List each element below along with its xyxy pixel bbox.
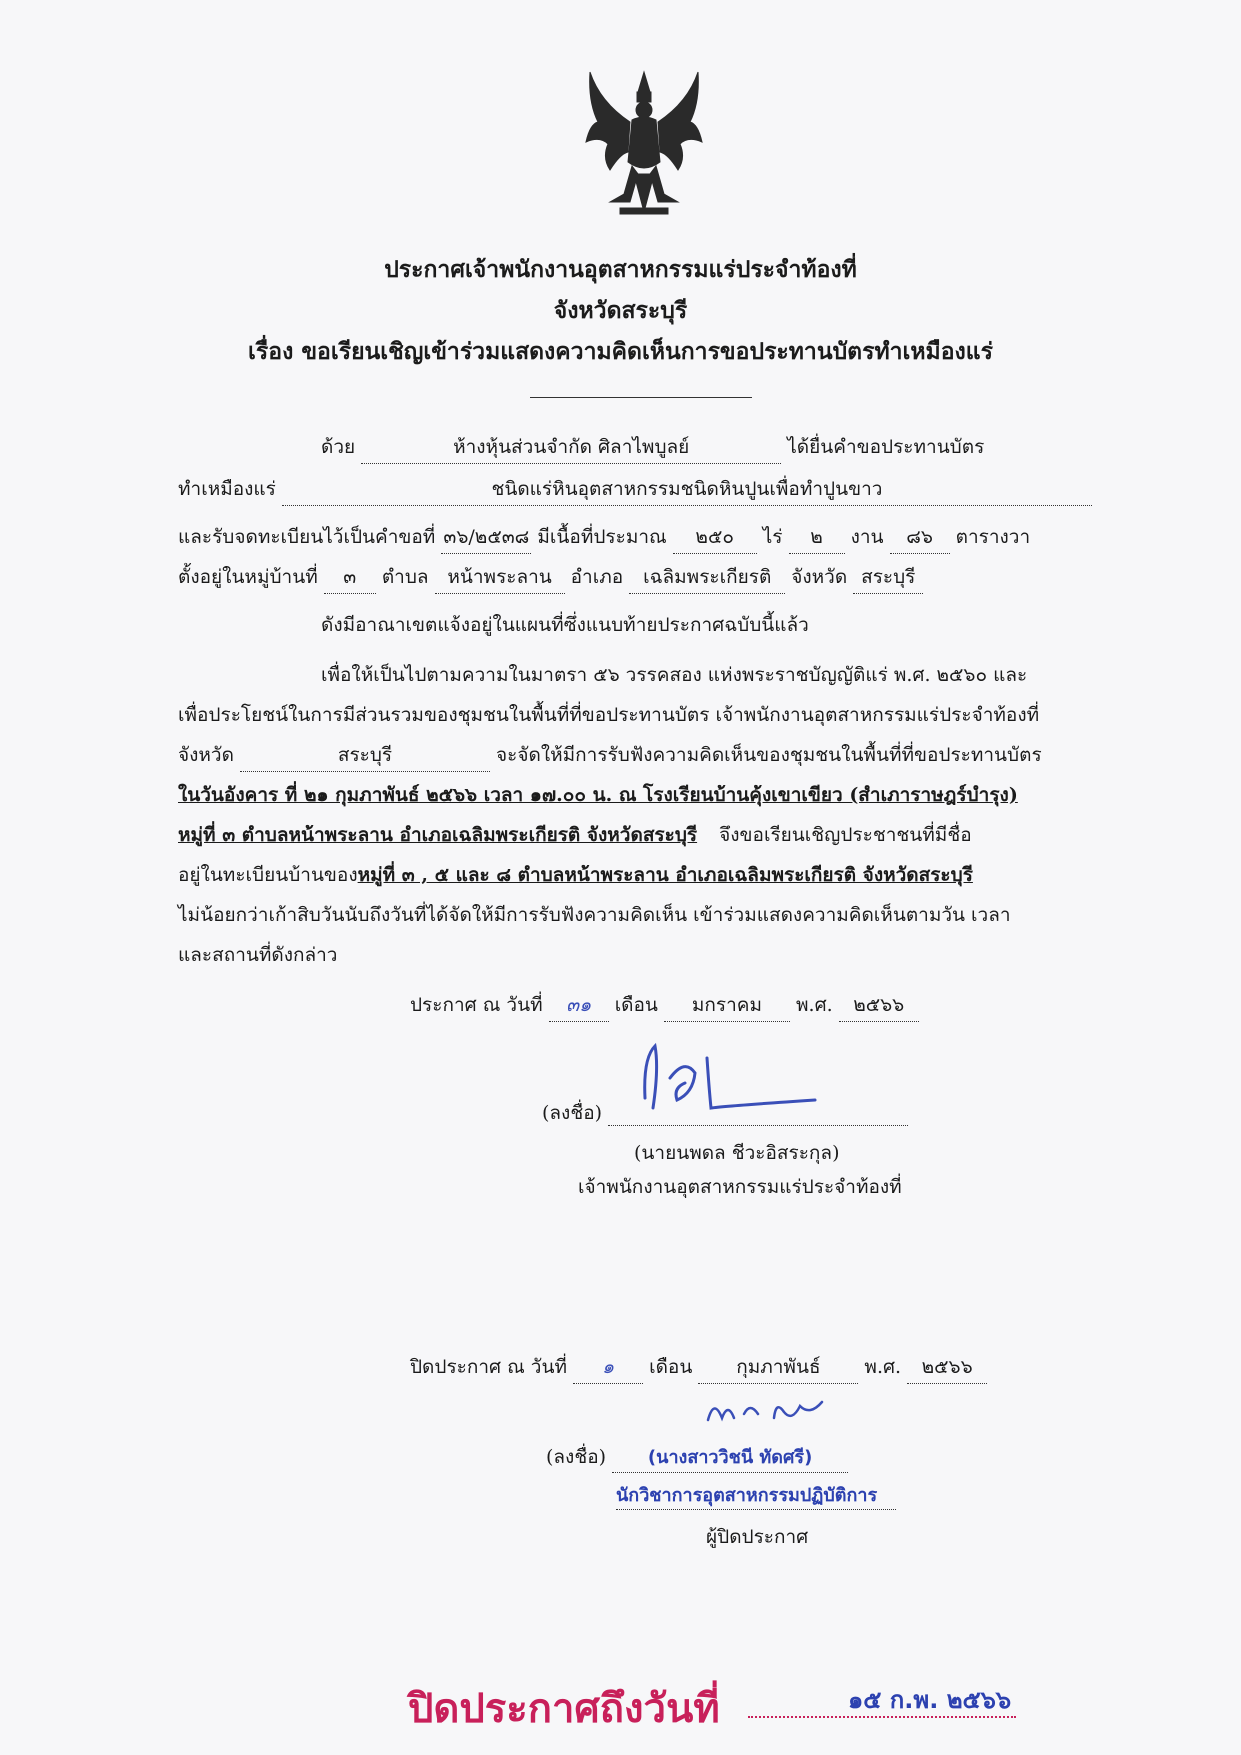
posting-until-date: ๑๕ ก.พ. ๒๕๖๖ <box>848 1686 1012 1714</box>
area-rai: ๒๕๐ <box>673 522 757 554</box>
map-note: ดังมีอาณาเขตแจ้งอยู่ในแผนที่ซึ่งแนบท้ายประกาศฉบับนี้แล้ว <box>321 614 809 636</box>
header-subject: เรื่อง ขอเรียนเชิญเข้าร่วมแสดงความคิดเห็นการขอประทานบัตรทำเหมืองแร่ <box>248 338 993 365</box>
province-name: สระบุรี <box>853 562 923 594</box>
village-number: ๓ <box>324 562 376 594</box>
label-rai: ไร่ <box>762 526 783 548</box>
signature-2-line <box>546 1442 848 1473</box>
province-2: สระบุรี <box>240 740 490 772</box>
label-posting-month: เดือน <box>649 1356 693 1378</box>
label-announce-month: เดือน <box>614 994 658 1016</box>
label-sign-1: (ลงชื่อ) <box>542 1102 603 1124</box>
label-mine: ทำเหมืองแร่ <box>178 478 276 500</box>
label-announce-year: พ.ศ. <box>796 994 833 1016</box>
signer-2-name: (นางสาววิชนี ทัดศรี) <box>612 1442 848 1473</box>
signer-2-position-line <box>616 1480 896 1510</box>
mineral-type: ชนิดแร่หินอุตสาหกรรมชนิดหินปูนเพื่อทำปูนขาว <box>282 474 1092 506</box>
para2-line-1: เพื่อให้เป็นไปตามความในมาตรา ๕๖ วรรคสอง แห่งพระราชบัญญัติแร่ พ.ศ. ๒๕๖๐ และ <box>321 664 1028 686</box>
label-wa: ตารางวา <box>955 526 1031 548</box>
announce-year: ๒๕๖๖ <box>839 990 919 1022</box>
label-posting-date: ปิดประกาศ ณ วันที่ <box>410 1356 567 1378</box>
para2-line-3 <box>178 740 1042 772</box>
label-by: ด้วย <box>321 436 356 458</box>
signer-2-position: นักวิชาการอุตสาหกรรมปฏิบัติการ <box>616 1485 878 1506</box>
para2-line-8: และสถานที่ดังกล่าว <box>178 944 338 966</box>
registration-number: ๓๖/๒๕๓๘ <box>441 522 531 554</box>
label-tambon: ตำบล <box>381 566 429 588</box>
applicant-line-1 <box>321 432 984 464</box>
para2-line-3-rest: จะจัดให้มีการรับฟังความคิดเห็นของชุมชนในพื้นที่ที่ขอประทานบัตร <box>496 744 1042 766</box>
signature-1-line <box>542 1098 908 1128</box>
applicant-line-4 <box>178 562 923 594</box>
label-filed: ได้ยื่นคำขอประทานบัตร <box>787 436 985 458</box>
signer-1-name: (นายนพดล ชีวะอิสระกุล) <box>634 1142 840 1164</box>
para2-line-2: เพื่อประโยชน์ในการมีส่วนรวมของชุมชนในพื้นที่ที่ขอประทานบัตร เจ้าพนักงานอุตสาหกรรมแร่ประจำท้องที่ <box>178 704 1040 726</box>
signer-1-position: เจ้าพนักงานอุตสาหกรรมแร่ประจำท้องที่ <box>578 1176 902 1198</box>
label-area: มีเนื้อที่ประมาณ <box>537 526 667 548</box>
label-amphoe: อำเภอ <box>570 566 624 588</box>
label-sign-2: (ลงชื่อ) <box>546 1446 607 1468</box>
signature-2 <box>700 1392 840 1432</box>
hearing-location: หมู่ที่ ๓ ตำบลหน้าพระลาน อำเภอเฉลิมพระเกียรติ จังหวัดสระบุรี <box>178 824 698 846</box>
label-village: ตั้งอยู่ในหมู่บ้านที่ <box>178 566 318 588</box>
signer-2-role: ผู้ปิดประกาศ <box>706 1526 809 1548</box>
para2-line-6-pre: อยู่ในทะเบียนบ้านของ <box>178 864 358 886</box>
announce-month: มกราคม <box>664 990 790 1022</box>
label-ngan: งาน <box>850 526 884 548</box>
tambon-name: หน้าพระลาน <box>435 562 565 594</box>
para2-line-6 <box>178 860 973 890</box>
label-reg: และรับจดทะเบียนไว้เป็นคำขอที่ <box>178 526 436 548</box>
posting-date-line <box>410 1352 987 1384</box>
area-wa: ๘๖ <box>890 522 950 554</box>
para2-line-5 <box>178 820 972 850</box>
label-announce-date: ประกาศ ณ วันที่ <box>410 994 543 1016</box>
posting-month: กุมภาพันธ์ <box>698 1352 858 1384</box>
announce-date-line <box>410 990 919 1022</box>
applicant-line-2 <box>178 474 1092 506</box>
garuda-emblem <box>580 62 708 220</box>
hearing-datetime: ในวันอังคาร ที่ ๒๑ กุมภาพันธ์ ๒๕๖๖ เวลา ๑๗.๐๐ น. ณ โรงเรียนบ้านคุ้งเขาเขียว (สำเภาราษฎร์บำรุง) <box>178 784 1018 806</box>
header-line-2: จังหวัดสระบุรี <box>553 297 688 324</box>
header-line-1: ประกาศเจ้าพนักงานอุตสาหกรรมแร่ประจำท้องที่ <box>384 256 857 283</box>
announce-day: ๓๑ <box>549 990 609 1022</box>
para2-line-7: ไม่น้อยกว่าเก้าสิบวันนับถึงวันที่ได้จัดให้มีการรับฟังความคิดเห็น เข้าร่วมแสดงความคิดเห็นตามวัน เวลา <box>178 904 1011 926</box>
posting-year: ๒๕๖๖ <box>907 1352 987 1384</box>
applicant-name: ห้างหุ้นส่วนจำกัด ศิลาไพบูลย์ <box>361 432 781 464</box>
posting-until-stamp: ปิดประกาศถึงวันที่ <box>408 1686 720 1732</box>
invited-villages: หมู่ที่ ๓ , ๕ และ ๘ ตำบลหน้าพระลาน อำเภอเฉลิมพระเกียรติ จังหวัดสระบุรี <box>357 864 973 886</box>
label-province: จังหวัด <box>791 566 848 588</box>
label-posting-year: พ.ศ. <box>864 1356 902 1378</box>
applicant-line-3 <box>178 522 1030 554</box>
para2-line-5-rest: จึงขอเรียนเชิญประชาชนที่มีชื่อ <box>719 824 972 846</box>
area-ngan: ๒ <box>789 522 845 554</box>
amphoe-name: เฉลิมพระเกียรติ <box>629 562 785 594</box>
label-province-2: จังหวัด <box>178 744 234 766</box>
header-divider <box>530 397 752 398</box>
posting-day: ๑ <box>573 1352 643 1384</box>
